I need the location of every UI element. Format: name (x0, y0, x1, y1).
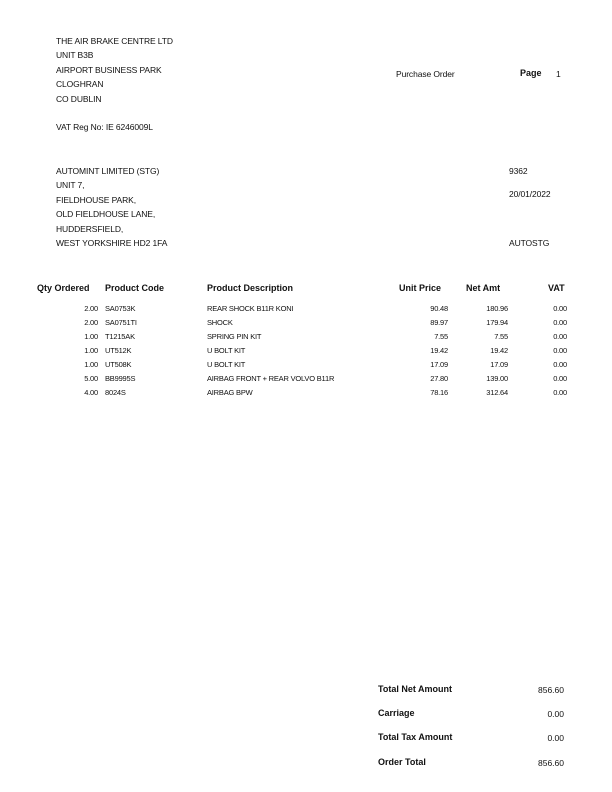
row-product-description: SPRING PIN KIT (207, 332, 262, 341)
company-name: THE AIR BRAKE CENTRE LTD (56, 36, 173, 46)
row-qty: 5.00 (84, 374, 98, 383)
row-vat: 0.00 (553, 388, 567, 397)
row-product-code: SA0753K (105, 304, 136, 313)
total-tax-amount-value: 0.00 (547, 733, 564, 743)
row-product-code: SA0751TI (105, 318, 137, 327)
supplier-name: AUTOMINT LIMITED (STG) (56, 166, 160, 176)
row-product-code: 8024S (105, 388, 126, 397)
row-qty: 1.00 (84, 346, 98, 355)
table-row (0, 304, 612, 318)
row-product-description: REAR SHOCK B11R KONI (207, 304, 294, 313)
row-unit-price: 90.48 (430, 304, 448, 313)
row-product-code: T1215AK (105, 332, 135, 341)
row-unit-price: 7.55 (434, 332, 448, 341)
row-qty: 2.00 (84, 318, 98, 327)
row-unit-price: 17.09 (430, 360, 448, 369)
row-net-amount: 139.00 (486, 374, 508, 383)
supplier-address-line: WEST YORKSHIRE HD2 1FA (56, 237, 168, 248)
supplier-address-line: UNIT 7, (56, 180, 85, 191)
company-address-line: UNIT B3B (56, 50, 94, 61)
row-qty: 4.00 (84, 388, 98, 397)
header-product-code: Product Code (105, 283, 165, 293)
page-number: 1 (556, 69, 561, 79)
total-tax-amount-label: Total Tax Amount (378, 732, 453, 742)
row-net-amount: 19.42 (490, 346, 508, 355)
row-product-description: U BOLT KIT (207, 346, 246, 355)
row-unit-price: 89.97 (430, 318, 448, 327)
supplier-address-line: FIELDHOUSE PARK, (56, 194, 136, 205)
row-net-amount: 17.09 (490, 360, 508, 369)
row-vat: 0.00 (553, 346, 567, 355)
header-qty-ordered: Qty Ordered (37, 283, 90, 293)
order-number: 9362 (509, 166, 528, 176)
row-unit-price: 19.42 (430, 346, 448, 355)
table-body (0, 304, 612, 402)
carriage-value: 0.00 (547, 709, 564, 719)
row-net-amount: 312.64 (486, 388, 508, 397)
row-product-code: UT508K (105, 360, 132, 369)
supplier-address (56, 166, 167, 252)
table-row (0, 360, 612, 374)
row-vat: 0.00 (553, 304, 567, 313)
supplier-address-line: HUDDERSFIELD, (56, 223, 124, 234)
table-row (0, 388, 612, 402)
header-net-amount: Net Amt (466, 283, 501, 293)
table-row (0, 318, 612, 332)
order-date: 20/01/2022 (509, 189, 551, 199)
row-product-description: AIRBAG FRONT + REAR VOLVO B11R (207, 374, 335, 383)
company-address-line: CO DUBLIN (56, 93, 102, 104)
row-vat: 0.00 (553, 332, 567, 341)
row-product-description: U BOLT KIT (207, 360, 246, 369)
row-qty: 1.00 (84, 360, 98, 369)
row-qty: 1.00 (84, 332, 98, 341)
table-row (0, 374, 612, 388)
table-row (0, 346, 612, 360)
row-net-amount: 179.94 (486, 318, 508, 327)
total-net-amount-value: 856.60 (538, 685, 564, 695)
page-label: Page (520, 68, 542, 78)
row-unit-price: 27.80 (430, 374, 448, 383)
row-product-description: SHOCK (207, 318, 233, 327)
document-title: Purchase Order (396, 69, 455, 79)
row-product-code: BB9995S (105, 374, 136, 383)
row-net-amount: 180.96 (486, 304, 508, 313)
row-qty: 2.00 (84, 304, 98, 313)
header-unit-price: Unit Price (399, 283, 442, 293)
total-net-amount-label: Total Net Amount (378, 684, 452, 694)
order-total-label: Order Total (378, 757, 426, 767)
vat-reg-number: VAT Reg No: IE 6246009L (56, 122, 153, 132)
header-vat: VAT (548, 283, 565, 293)
supplier-address-line: OLD FIELDHOUSE LANE, (56, 209, 156, 220)
row-product-description: AIRBAG BPW (207, 388, 253, 397)
row-net-amount: 7.55 (494, 332, 508, 341)
company-address-line: CLOGHRAN (56, 79, 104, 90)
carriage-label: Carriage (378, 708, 415, 718)
header-product-description: Product Description (207, 283, 294, 293)
table-row (0, 332, 612, 346)
row-unit-price: 78.16 (430, 388, 448, 397)
row-product-code: UT512K (105, 346, 132, 355)
order-total-value: 856.60 (538, 758, 564, 768)
row-vat: 0.00 (553, 360, 567, 369)
account-code: AUTOSTG (509, 238, 550, 248)
row-vat: 0.00 (553, 318, 567, 327)
row-vat: 0.00 (553, 374, 567, 383)
company-address (56, 36, 173, 108)
company-address-line: AIRPORT BUSINESS PARK (56, 64, 162, 75)
